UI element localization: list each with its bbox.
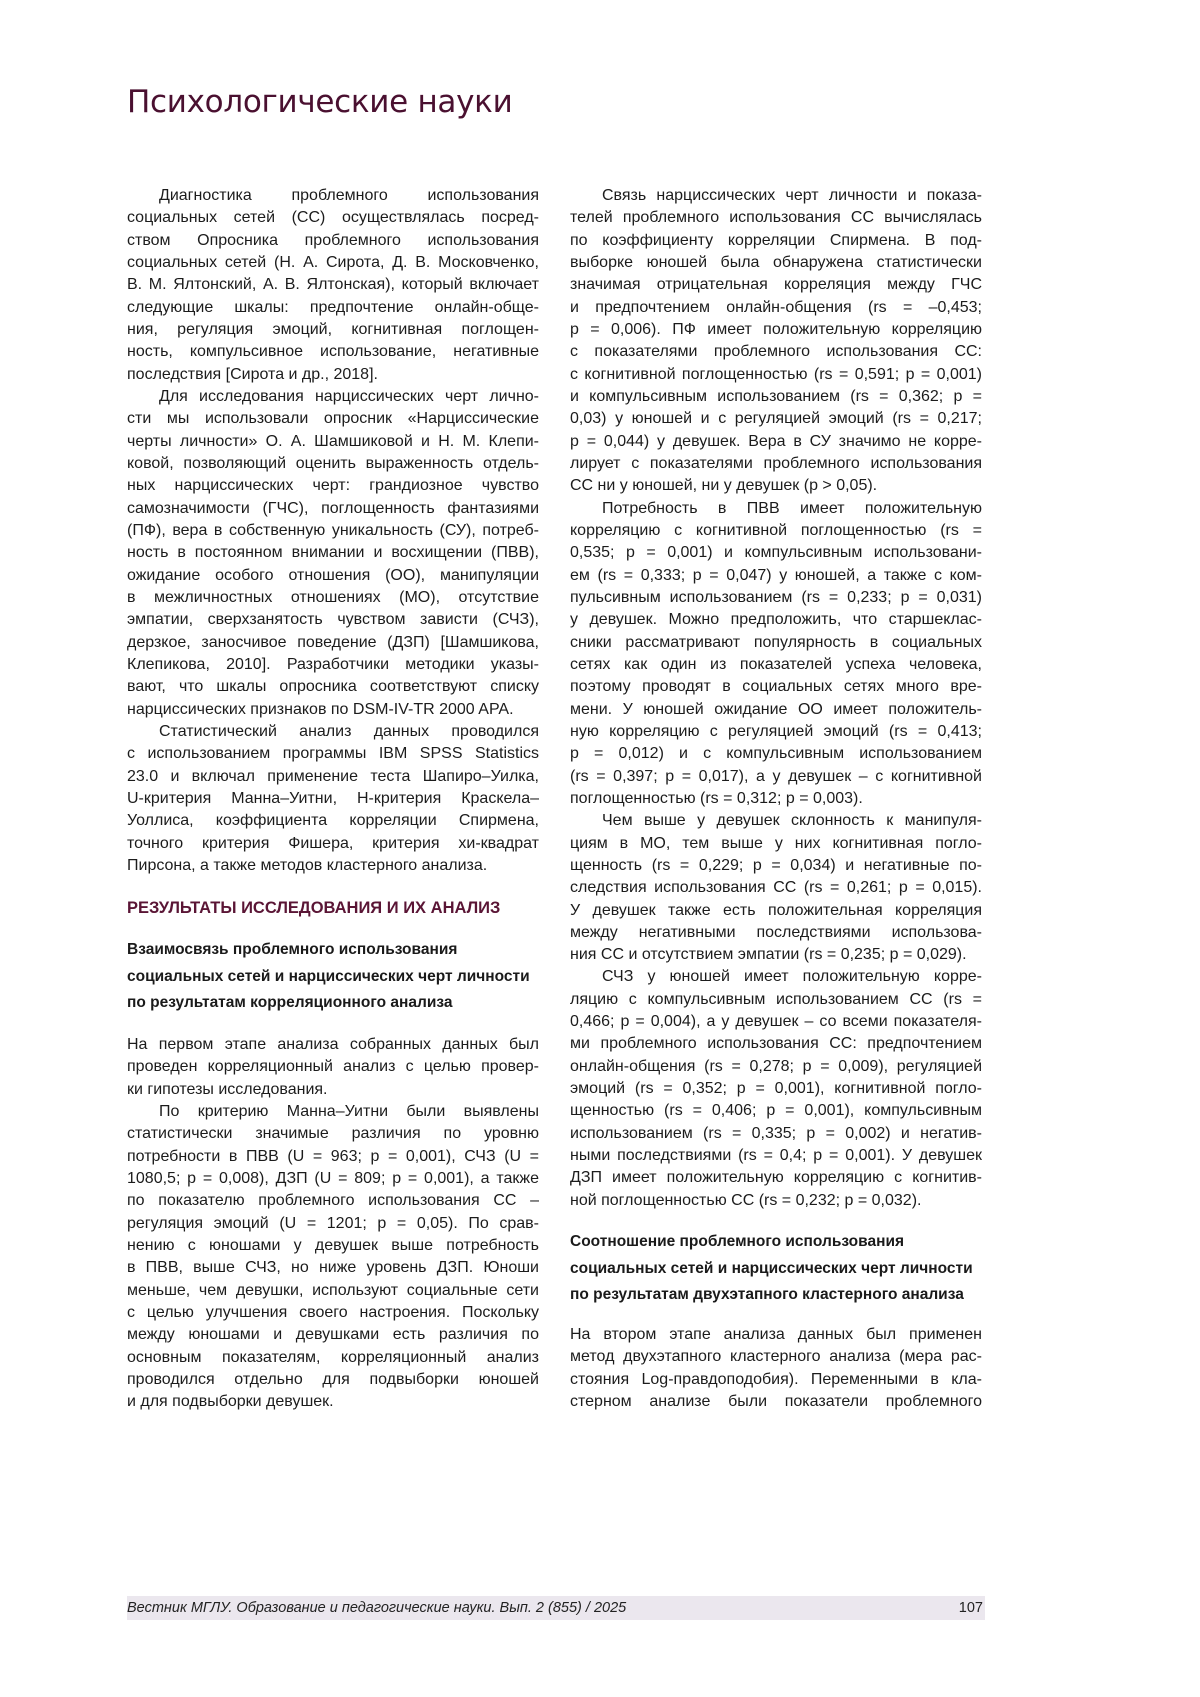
text-line: 0,466; p = 0,004), а у девушек – со всеми показателя- [570, 1011, 982, 1033]
subsection-heading [570, 1229, 1010, 1309]
text-line: Диагностика проблемного использования [127, 185, 539, 207]
text-line: Уоллиса, коэффициента корреляции Спирмена, [127, 810, 539, 832]
text-line: p = 0,006). ПФ имеет положительную корреляцию [570, 319, 982, 341]
text-line: регуляция эмоций (U = 1201; p = 0,05). По срав- [127, 1213, 539, 1235]
left-column-bottom [127, 1034, 539, 1414]
text-line: точного критерия Фишера, критерия хи-квадрат [127, 833, 539, 855]
text-line: вают, что шкалы опросника соответствуют списку [127, 676, 539, 698]
subsection-heading [127, 937, 567, 1017]
text-line: поглощенностью (rs = 0,312; p = 0,003). [570, 788, 982, 810]
text-line: с целью улучшения своего настроения. Поскольку [127, 1302, 539, 1324]
text-line: Потребность в ПВВ имеет положительную [570, 498, 982, 520]
text-line: ния, регуляция эмоций, когнитивная поглощен- [127, 319, 539, 341]
text-line: ных нарциссических черт: грандиозное чувство [127, 475, 539, 497]
text-line: с показателями проблемного использования СС: [570, 341, 982, 363]
text-line: Для исследования нарциссических черт лично- [127, 386, 539, 408]
right-column-top [570, 185, 982, 1212]
text-line: У девушек также есть положительная корреляция [570, 900, 982, 922]
text-line: потребности в ПВВ (U = 963; p = 0,001), СЧЗ (U = [127, 1146, 539, 1168]
text-line: черты личности» О. А. Шамшиковой и Н. М. Клепи- [127, 431, 539, 453]
text-line: пульсивным использованием (rs = 0,233; p = 0,031) [570, 587, 982, 609]
paragraph [127, 185, 539, 386]
text-line: сники рассматривают популярность в социальных [570, 632, 982, 654]
text-line: 23.0 и включал применение теста Шапиро–Уилка, [127, 766, 539, 788]
text-line: меньше, чем девушки, используют социальные сети [127, 1280, 539, 1302]
text-line: (ПФ), вера в собственную уникальность (СУ), потреб- [127, 520, 539, 542]
text-line: щенность (rs = 0,229; p = 0,034) и негативные по- [570, 855, 982, 877]
text-line: Чем выше у девушек склонность к манипуля- [570, 810, 982, 832]
text-line: (rs = 0,397; p = 0,017), а у девушек – с когнитивной [570, 766, 982, 788]
text-line: мени. У юношей ожидание ОО имеет положитель- [570, 699, 982, 721]
text-line: онлайн-общения (rs = 0,278; p = 0,009), регуляцией [570, 1056, 982, 1078]
text-line: нарциссических признаков по DSM-IV-TR 2000 APA. [127, 699, 539, 721]
text-line: СЧЗ у юношей имеет положительную корре- [570, 966, 982, 988]
text-line: метод двухэтапного кластерного анализа (мера рас- [570, 1346, 982, 1368]
text-line: ную корреляцию с регуляцией эмоций (rs = 0,413; [570, 721, 982, 743]
paragraph [570, 966, 982, 1212]
right-column-bottom [570, 1324, 982, 1413]
subheading-line: Взаимосвязь проблемного использования [127, 937, 567, 964]
text-line: На втором этапе анализа данных был применен [570, 1324, 982, 1346]
text-line: между негативными последствиями использова- [570, 922, 982, 944]
text-line: телей проблемного использования СС вычислялась [570, 207, 982, 229]
text-line: На первом этапе анализа собранных данных был [127, 1034, 539, 1056]
text-line: с использованием программы IBM SPSS Statistics [127, 743, 539, 765]
text-line: стояния Log-правдоподобия). Переменными в кла- [570, 1369, 982, 1391]
text-line: самозначимости (ГЧС), поглощенность фантазиями [127, 498, 539, 520]
text-line: сти мы использовали опросник «Нарциссические [127, 408, 539, 430]
text-line: 0,535; p = 0,001) и компульсивным использовани- [570, 542, 982, 564]
text-line: p = 0,012) и с компульсивным использованием [570, 743, 982, 765]
text-line: по коэффициенту корреляции Спирмена. В под- [570, 230, 982, 252]
text-line: ДЗП имеет положительную корреляцию с когнитив- [570, 1167, 982, 1189]
text-line: ки гипотезы исследования. [127, 1079, 539, 1101]
subheading-line: по результатам двухэтапного кластерного анализа [570, 1282, 1010, 1309]
section-heading: РЕЗУЛЬТАТЫ ИССЛЕДОВАНИЯ И ИХ АНАЛИЗ [127, 899, 500, 918]
text-line: 0,03) у юношей и с регуляцией эмоций (rs = 0,217; [570, 408, 982, 430]
text-line: циям в МО, тем выше у них когнитивная погло- [570, 833, 982, 855]
text-line: щенностью (rs = 0,406; p = 0,001), компульсивным [570, 1100, 982, 1122]
text-line: сетях как один из показателей успеха человека, [570, 654, 982, 676]
text-line: ми проблемного использования СС: предпочтением [570, 1033, 982, 1055]
text-line: Клепикова, 2010]. Разработчики методики указы- [127, 654, 539, 676]
text-line: По критерию Манна–Уитни были выявлены [127, 1101, 539, 1123]
text-line: ством Опросника проблемного использования [127, 230, 539, 252]
paragraph [570, 498, 982, 811]
text-line: ляцию с компульсивным использованием СС (rs = [570, 989, 982, 1011]
text-line: проводился отдельно для подвыборки юношей [127, 1369, 539, 1391]
text-line: Пирсона, а также методов кластерного анализа. [127, 855, 539, 877]
text-line: ем (rs = 0,333; p = 0,047) у юношей, а также с ком- [570, 565, 982, 587]
text-line: ной поглощенностью СС (rs = 0,232; p = 0,032). [570, 1190, 982, 1212]
text-line: нению с юношами у девушек выше потребность [127, 1235, 539, 1257]
text-line: стерном анализе были показатели проблемного [570, 1391, 982, 1413]
subheading-line: Соотношение проблемного использования [570, 1229, 1010, 1256]
text-line: у девушек. Можно предположить, что старшеклас- [570, 609, 982, 631]
paragraph [127, 721, 539, 877]
text-line: p = 0,044) у девушек. Вера в СУ значимо не корре- [570, 431, 982, 453]
text-line: по показателю проблемного использования СС – [127, 1190, 539, 1212]
text-line: ожидание особого отношения (ОО), манипуляции [127, 565, 539, 587]
text-line: последствия [Сирота и др., 2018]. [127, 364, 539, 386]
text-line: Связь нарциссических черт личности и показа- [570, 185, 982, 207]
text-line: статистически значимые различия по уровню [127, 1123, 539, 1145]
text-line: дерзкое, заносчивое поведение (ДЗП) [Шамшикова, [127, 632, 539, 654]
text-line: СС ни у юношей, ни у девушек (p > 0,05). [570, 475, 982, 497]
text-line: В. М. Ялтонский, А. В. Ялтонская), который включает [127, 274, 539, 296]
text-line: социальных сетей (Н. А. Сирота, Д. В. Московченко, [127, 252, 539, 274]
text-line: и предпочтением онлайн-общения (rs = –0,453; [570, 297, 982, 319]
text-line: в межличностных отношениях (МО), отсутствие [127, 587, 539, 609]
subheading-line: по результатам корреляционного анализа [127, 990, 567, 1017]
text-line: в ПВВ, выше СЧЗ, но ниже уровень ДЗП. Юноши [127, 1257, 539, 1279]
text-line: с когнитивной поглощенностью (rs = 0,591; p = 0,001) [570, 364, 982, 386]
text-line: ния СС и отсутствием эмпатии (rs = 0,235; p = 0,029). [570, 944, 982, 966]
text-line: корреляцию с когнитивной поглощенностью (rs = [570, 520, 982, 542]
text-line: ность, компульсивное использование, негативные [127, 341, 539, 363]
text-line: поэтому проводят в социальных сетях много вре- [570, 676, 982, 698]
subheading-line: социальных сетей и нарциссических черт личности [570, 1256, 1010, 1283]
paragraph [570, 810, 982, 966]
text-line: U-критерия Манна–Уитни, Н-критерия Краскела– [127, 788, 539, 810]
text-line: и для подвыборки девушек. [127, 1391, 539, 1413]
paragraph [127, 1034, 539, 1101]
text-line: основным показателям, корреляционный анализ [127, 1347, 539, 1369]
text-line: социальных сетей (СС) осуществлялась посред- [127, 207, 539, 229]
text-line: ковой, позволяющий оценить выраженность отдель- [127, 453, 539, 475]
journal-citation: Вестник МГЛУ. Образование и педагогические науки. Вып. 2 (855) / 2025 [127, 1600, 626, 1616]
text-line: эмоций (rs = 0,352; p = 0,001), когнитивной погло- [570, 1078, 982, 1100]
page-footer [127, 1596, 985, 1620]
paragraph [570, 185, 982, 498]
left-column-top [127, 185, 539, 877]
text-line: лирует с показателями проблемного использования [570, 453, 982, 475]
text-line: и компульсивным использованием (rs = 0,362; p = [570, 386, 982, 408]
text-line: ность в постоянном внимании и восхищении (ПВВ), [127, 542, 539, 564]
section-title: Психологические науки [127, 84, 512, 120]
text-line: значимая отрицательная корреляция между ГЧС [570, 274, 982, 296]
subheading-line: социальных сетей и нарциссических черт личности [127, 964, 567, 991]
text-line: следствия использования СС (rs = 0,261; p = 0,015). [570, 877, 982, 899]
text-line: между юношами и девушками есть различия по [127, 1324, 539, 1346]
text-line: выборке юношей была обнаружена статистически [570, 252, 982, 274]
text-line: следующие шкалы: предпочтение онлайн-обще- [127, 297, 539, 319]
text-line: использованием (rs = 0,335; p = 0,002) и негатив- [570, 1123, 982, 1145]
text-line: эмпатии, сверхзанятость чувством зависти (СЧЗ), [127, 609, 539, 631]
paragraph [570, 1324, 982, 1413]
text-line: Статистический анализ данных проводился [127, 721, 539, 743]
text-line: проведен корреляционный анализ с целью провер- [127, 1056, 539, 1078]
paragraph [127, 386, 539, 721]
page-number: 107 [959, 1600, 985, 1616]
text-line: ными последствиями (rs = 0,4; p = 0,001). У девушек [570, 1145, 982, 1167]
text-line: 1080,5; p = 0,008), ДЗП (U = 809; p = 0,001), а также [127, 1168, 539, 1190]
paragraph [127, 1101, 539, 1414]
